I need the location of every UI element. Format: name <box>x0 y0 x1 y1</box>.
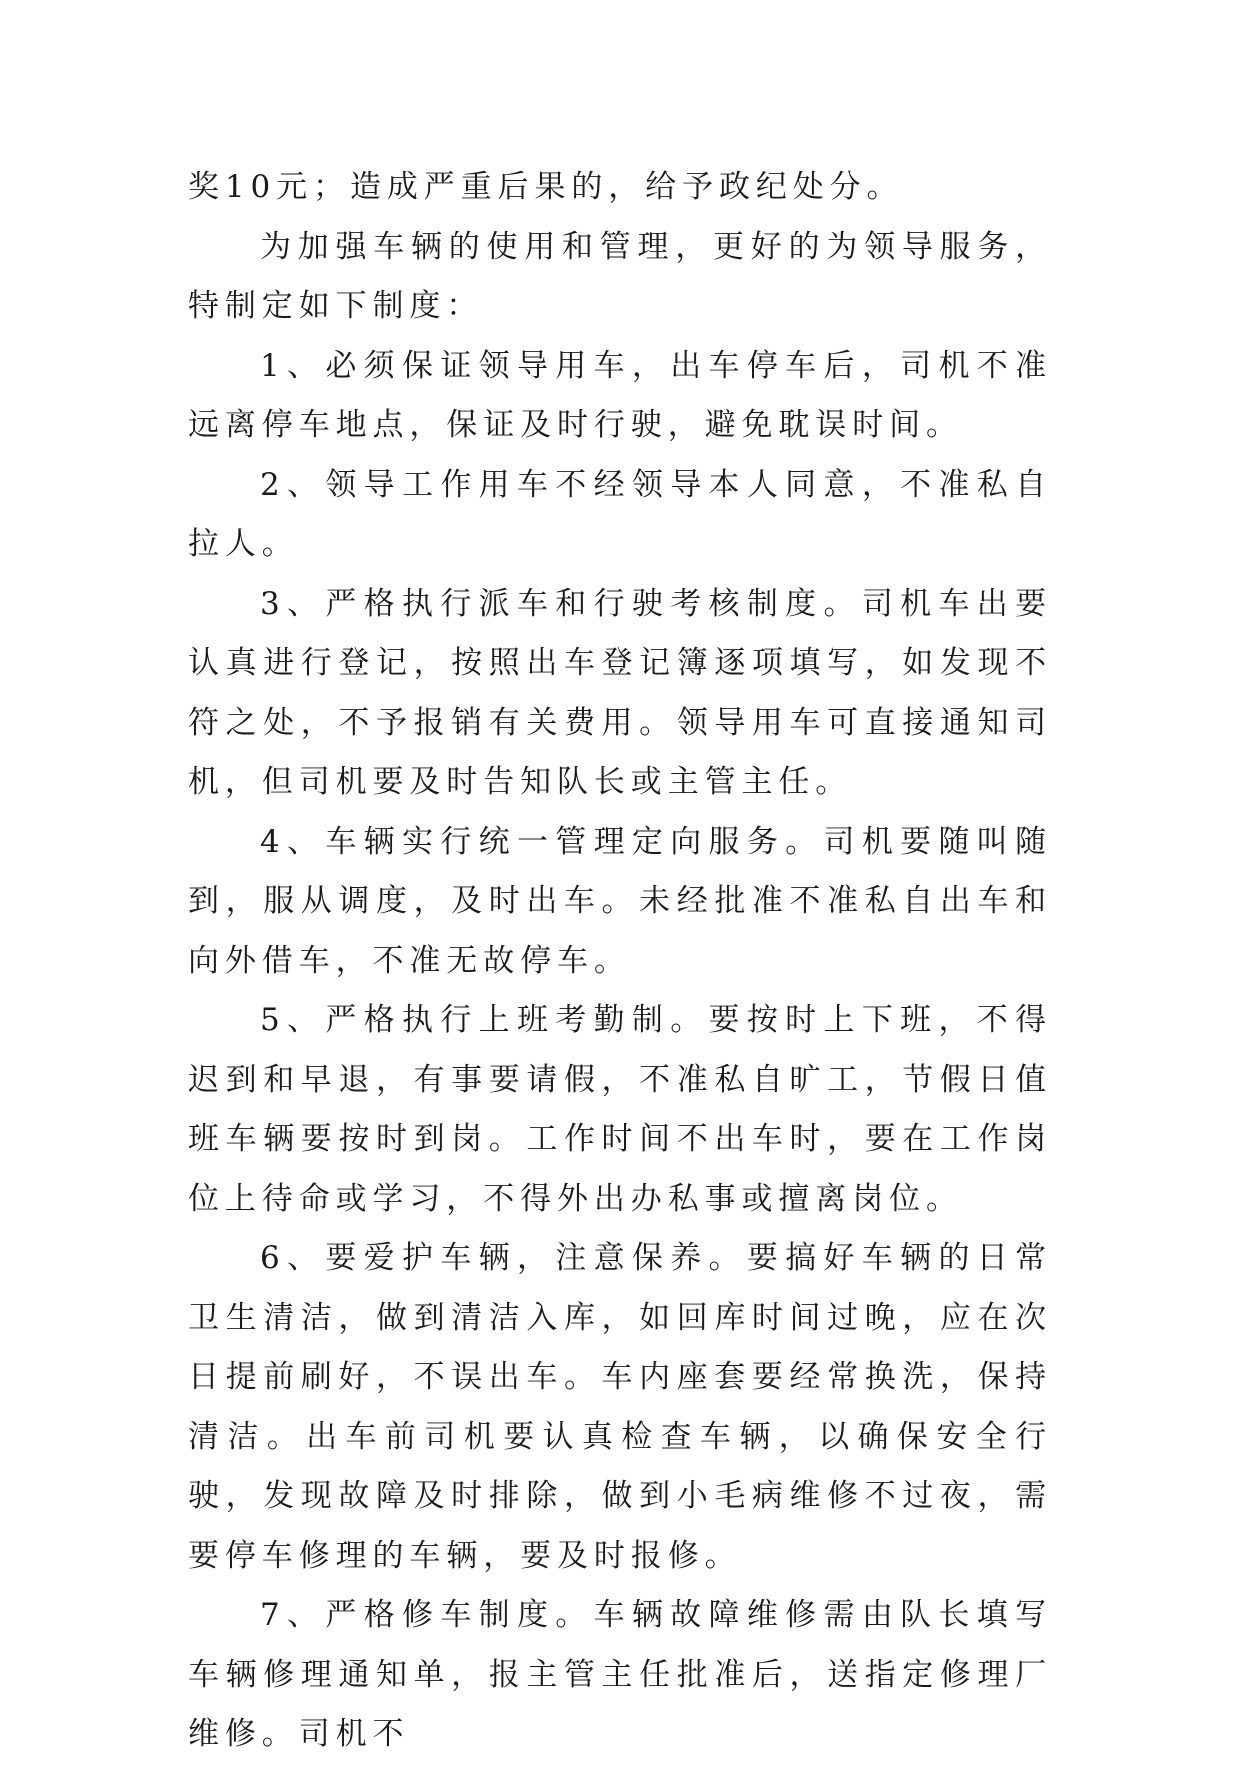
paragraph-rule-5: 5、严格执行上班考勤制。要按时上下班，不得迟到和早退，有事要请假，不准私自旷工，节假日值班车辆要按时到岗。工作时间不出车时，要在工作岗位上待命或学习，不得外出办私事或擅离岗位。 <box>188 1002 1052 1217</box>
paragraph-intro: 为加强车辆的使用和管理，更好的为领导服务，特制定如下制度： <box>188 228 1052 324</box>
paragraph-rule-7: 7、严格修车制度。车辆故障维修需由队长填写车辆修理通知单，报主管主任批准后，送指定修理厂维修。司机不 <box>188 1597 1052 1752</box>
paragraph-rule-4: 4、车辆实行统一管理定向服务。司机要随叫随到，服从调度，及时出车。未经批准不准私自出车和向外借车，不准无故停车。 <box>188 823 1052 979</box>
paragraph-rule-1: 1、必须保证领导用车，出车停车后，司机不准远离停车地点，保证及时行驶，避免耽误时间。 <box>188 347 1052 443</box>
paragraph-continuation: 奖10元；造成严重后果的，给予政纪处分。 <box>188 169 904 205</box>
paragraph-rule-3: 3、严格执行派车和行驶考核制度。司机车出要认真进行登记，按照出车登记簿逐项填写，如发现不符之处，不予报销有关费用。领导用车可直接通知司机，但司机要及时告知队长或主管主任。 <box>188 585 1052 800</box>
document-body <box>188 158 1052 1765</box>
paragraph-rule-2: 2、领导工作用车不经领导本人同意，不准私自拉人。 <box>188 466 1052 562</box>
paragraph-rule-6: 6、要爱护车辆，注意保养。要搞好车辆的日常卫生清洁，做到清洁入库，如回库时间过晚，应在次日提前刷好，不误出车。车内座套要经常换洗，保持清洁。出车前司机要认真检查车辆，以确保安全行驶，发现故障及时排除，做到小毛病维修不过夜，需要停车修理的车辆，要及时报修。 <box>188 1240 1052 1574</box>
